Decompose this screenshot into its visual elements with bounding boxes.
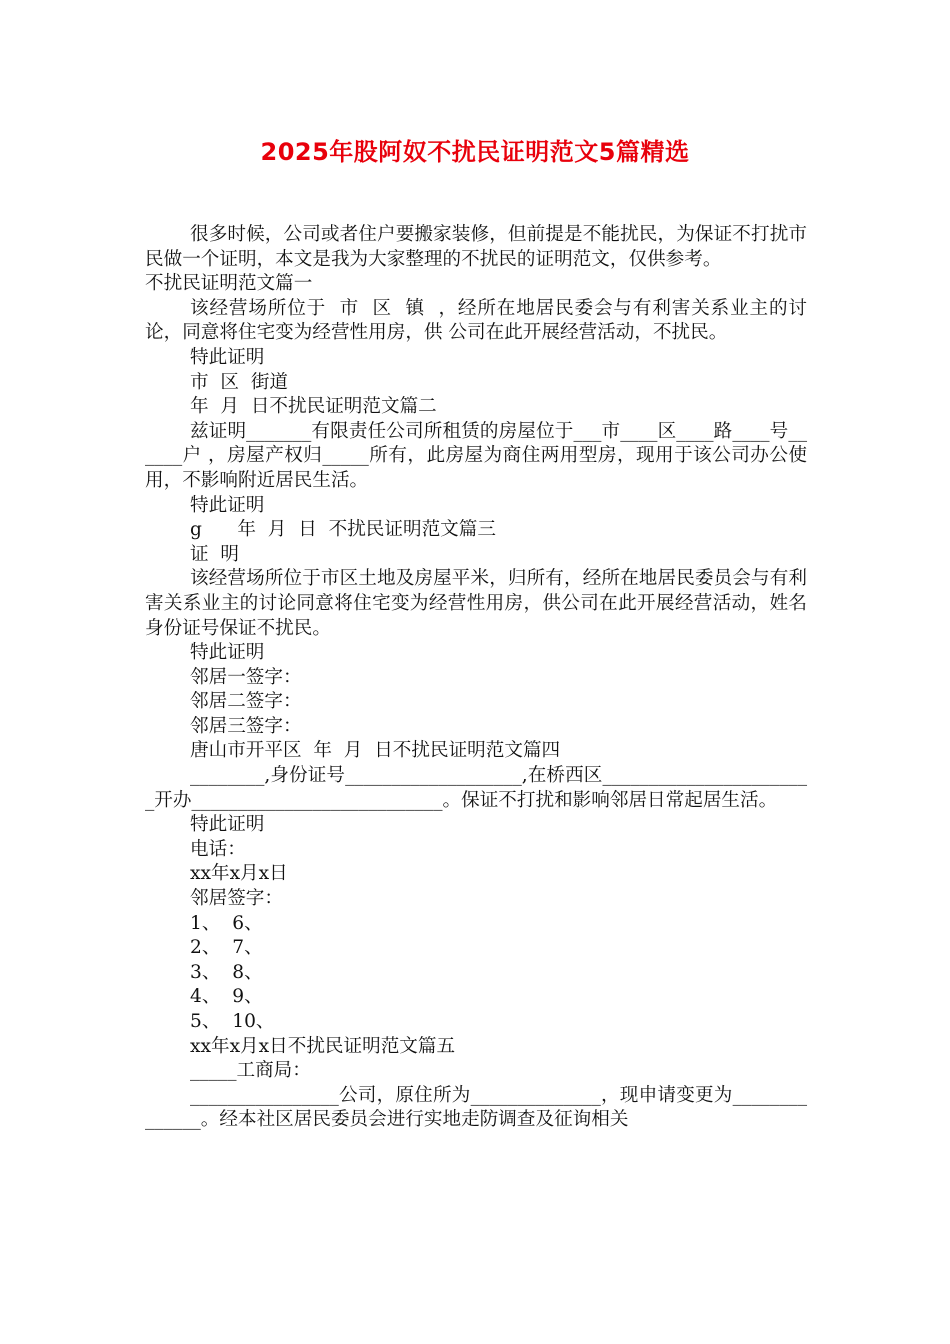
list-item: 5、 10、: [190, 1011, 275, 1032]
document-title: 2025年股阿奴不扰民证明范文5篇精选: [260, 138, 690, 166]
paragraph: 邻居一签字：: [190, 666, 302, 688]
document-body: [145, 223, 807, 1133]
paragraph: xx年x月x日: [190, 863, 288, 885]
paragraph: xx年x月x日不扰民证明范文篇五: [190, 1035, 456, 1057]
paragraph: 市 区 街道: [190, 371, 289, 393]
intro-paragraph: 很多时候，公司或者住户要搬家装修，但前提是不能扰民，为保证不打扰市民做一个证明，本文是我为大家整理的不扰民的证明范文，仅供参考。: [145, 224, 807, 270]
paragraph: 特此证明: [190, 642, 265, 664]
paragraph: 邻居三签字：: [190, 715, 302, 737]
list-item: 2、 7、: [190, 937, 263, 959]
paragraph: 该经营场所位于 市 区 镇 ，经所在地居民委会与有利害关系业主的讨论，同意将住宅变为经营性用房，供 公司在此开展经营活动，不扰民。: [145, 297, 807, 344]
paragraph: ________,身份证号___________________,在桥西区_______________________开办___________________________。保证不打扰和影响邻居日常起居生活。: [145, 765, 807, 811]
list-item: 3、 8、: [190, 961, 263, 983]
paragraph: 年 月 日不扰民证明范文篇二: [190, 396, 437, 418]
paragraph: 唐山市开平区 年 月 日不扰民证明范文篇四: [190, 740, 561, 762]
paragraph: 邻居二签字：: [190, 691, 302, 713]
paragraph: 证 明: [190, 543, 240, 565]
paragraph: 兹证明_______有限责任公司所租赁的房屋位于___市____区____路____号______户 ，房屋产权归_____所有，此房屋为商住两用型房，现用于该公司办公使用，不影响附近居民生活。: [145, 420, 807, 491]
list-item: 1、 6、: [190, 912, 263, 934]
paragraph: 该经营场所位于市区土地及房屋平米，归所有，经所在地居民委员会与有利害关系业主的讨论同意将住宅变为经营性用房，供公司在此开展经营活动，姓名身份证号保证不扰民。: [145, 568, 807, 639]
paragraph: 特此证明: [190, 346, 265, 368]
list-item: 4、 9、: [190, 986, 263, 1008]
section-heading-1: 不扰民证明范文篇一: [145, 273, 313, 295]
paragraph: g 年 月 日 不扰民证明范文篇三: [190, 519, 496, 541]
paragraph: ________________公司，原住所为______________，现申请变更为______________。经本社区居民委员会进行实地走防调查及征询相关: [145, 1084, 807, 1131]
paragraph: 特此证明: [190, 814, 265, 836]
paragraph: 特此证明: [190, 494, 265, 516]
paragraph: 电话：: [190, 838, 246, 860]
paragraph: _____工商局：: [190, 1060, 311, 1082]
paragraph: 邻居签字：: [190, 888, 283, 910]
